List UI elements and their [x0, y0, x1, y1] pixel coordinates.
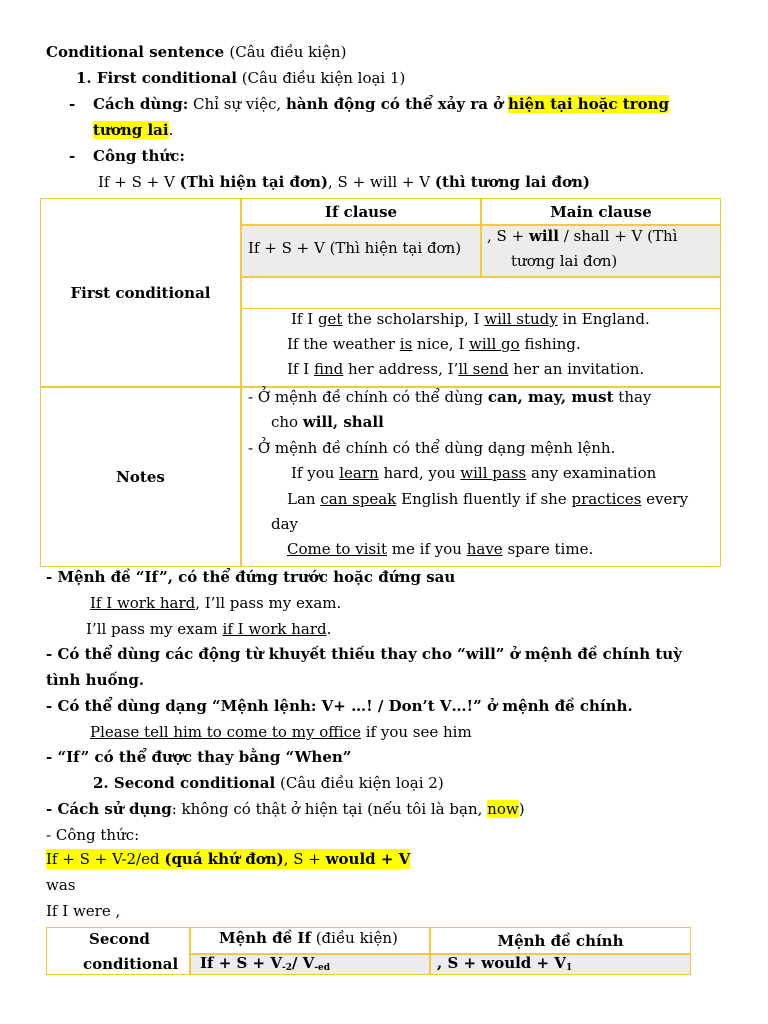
usage-a: Chỉ sự việc,: [193, 95, 282, 113]
usage-highlight-1: hiện tại hoặc trong: [507, 95, 670, 113]
first-usage-line1: Cách dùng: Chỉ sự việc, hành động có thể xảy ra ở hiện tại hoặc trong: [93, 95, 670, 113]
col-header-main-clause: Main clause: [481, 198, 721, 225]
empty-cell: [241, 277, 721, 308]
main-clause-formula-cell: [481, 225, 721, 277]
formula-d: (thì tương lai đơn): [434, 173, 591, 191]
row-label-notes: Notes: [40, 387, 241, 567]
first-formula: [98, 172, 590, 192]
usage-b: hành động có thể xảy ra ở: [285, 95, 504, 113]
second-usage: - Cách sử dụng: không có thật ở hiện tại (nếu tôi là bạn, now): [46, 800, 525, 818]
usage-now-highlight: now: [487, 800, 519, 818]
row-label-second-conditional: Second conditional: [46, 927, 190, 975]
note-example-3: Come to visit me if you have spare time.: [287, 540, 594, 558]
second-formula: If + S + V-2/ed (quá khứ đơn), S + would + V: [46, 850, 411, 868]
col-header-if-clause-vi: Mệnh đề If (điều kiện): [190, 927, 430, 954]
row-label-first-conditional: First conditional: [40, 198, 241, 387]
first-formula-label: Công thức:: [93, 147, 185, 165]
section-second-heading: 2. Second conditional (Câu điều kiện loại 2): [93, 774, 444, 792]
note-1: - Ở mệnh đề chính có thể dùng can, may, must thay: [248, 388, 652, 406]
first-heading: 1. First conditional: [76, 69, 237, 87]
first-heading-vi: (Câu điều kiện loại 1): [241, 69, 406, 87]
text-if-i-were: If I were ,: [46, 902, 121, 920]
col-header-main-clause-vi: Mệnh đề chính: [430, 927, 691, 954]
note-if-when: - “If” có thể được thay bằng “When”: [46, 748, 352, 766]
main-clause-line1: , S + will / shall + V (Thì: [487, 227, 678, 245]
note-example-2-cont: day: [271, 515, 299, 533]
formula-a: If + S + V: [98, 173, 175, 191]
if-position-example-2: I’ll pass my exam if I work hard.: [86, 620, 332, 638]
main-formula-cell: , S + would + $V_1$: [430, 954, 691, 975]
formula-c: , S + will + V: [328, 173, 431, 191]
note-2: - Ở mệnh đề chính có thể dùng dạng mệnh lệnh.: [248, 439, 616, 457]
if-formula-cell: $If + S + V_{-2}/$ $V_{-ed}$: [190, 954, 430, 975]
title-vi: (Câu điều kiện): [229, 43, 347, 61]
col-header-if-clause: If clause: [241, 198, 481, 225]
notes-cell: [241, 387, 721, 567]
title-text: Conditional sentence: [46, 43, 225, 61]
if-position-example-1: If I work hard, I’ll pass my exam.: [90, 594, 342, 612]
section-first-heading: [76, 68, 405, 88]
second-conditional-table: [46, 927, 691, 975]
if-clause-formula-cell: [241, 225, 481, 277]
example-2: If the weather is nice, I will go fishing.: [287, 335, 581, 353]
text-was: was: [46, 876, 76, 894]
note-example-1: If you learn hard, you will pass any examination: [291, 464, 657, 482]
if-clause-formula: If + S + V (Thì hiện tại đơn): [248, 239, 462, 257]
note-modal-verbs-line1: - Có thể dùng các động từ khuyết thiếu thay cho “will” ở mệnh đề chính tuỳ: [46, 645, 682, 663]
note-imperative: - Có thể dùng dạng “Mệnh lệnh: V+ …! / Don’t V…!” ở mệnh đề chính.: [46, 697, 633, 715]
formula-b: (Thì hiện tại đơn): [179, 173, 329, 191]
first-conditional-table: [40, 198, 721, 567]
example-3: If I find her address, I’ll send her an invitation.: [287, 360, 645, 378]
main-clause-line2: tương lai đơn): [511, 252, 618, 270]
bullet-dash: -: [69, 95, 76, 113]
first-usage-line2: tương lai.: [93, 121, 174, 139]
example-1: If I get the scholarship, I will study in England.: [291, 310, 650, 328]
usage-highlight-2: tương lai: [93, 121, 169, 139]
note-modal-verbs-line2: tình huống.: [46, 671, 145, 689]
note-1-cont: cho will, shall: [271, 413, 384, 431]
note-example-2: Lan can speak English fluently if she practices every: [287, 490, 689, 508]
examples-cell: [241, 308, 721, 387]
document-title: [46, 42, 346, 62]
note-if-position: - Mệnh đề “If”, có thể đứng trước hoặc đứng sau: [46, 568, 456, 586]
imperative-example: Please tell him to come to my office if you see him: [90, 723, 472, 741]
bullet-dash: -: [69, 147, 76, 165]
second-formula-label: - Công thức:: [46, 826, 140, 844]
usage-label: Cách dùng: [93, 95, 183, 113]
